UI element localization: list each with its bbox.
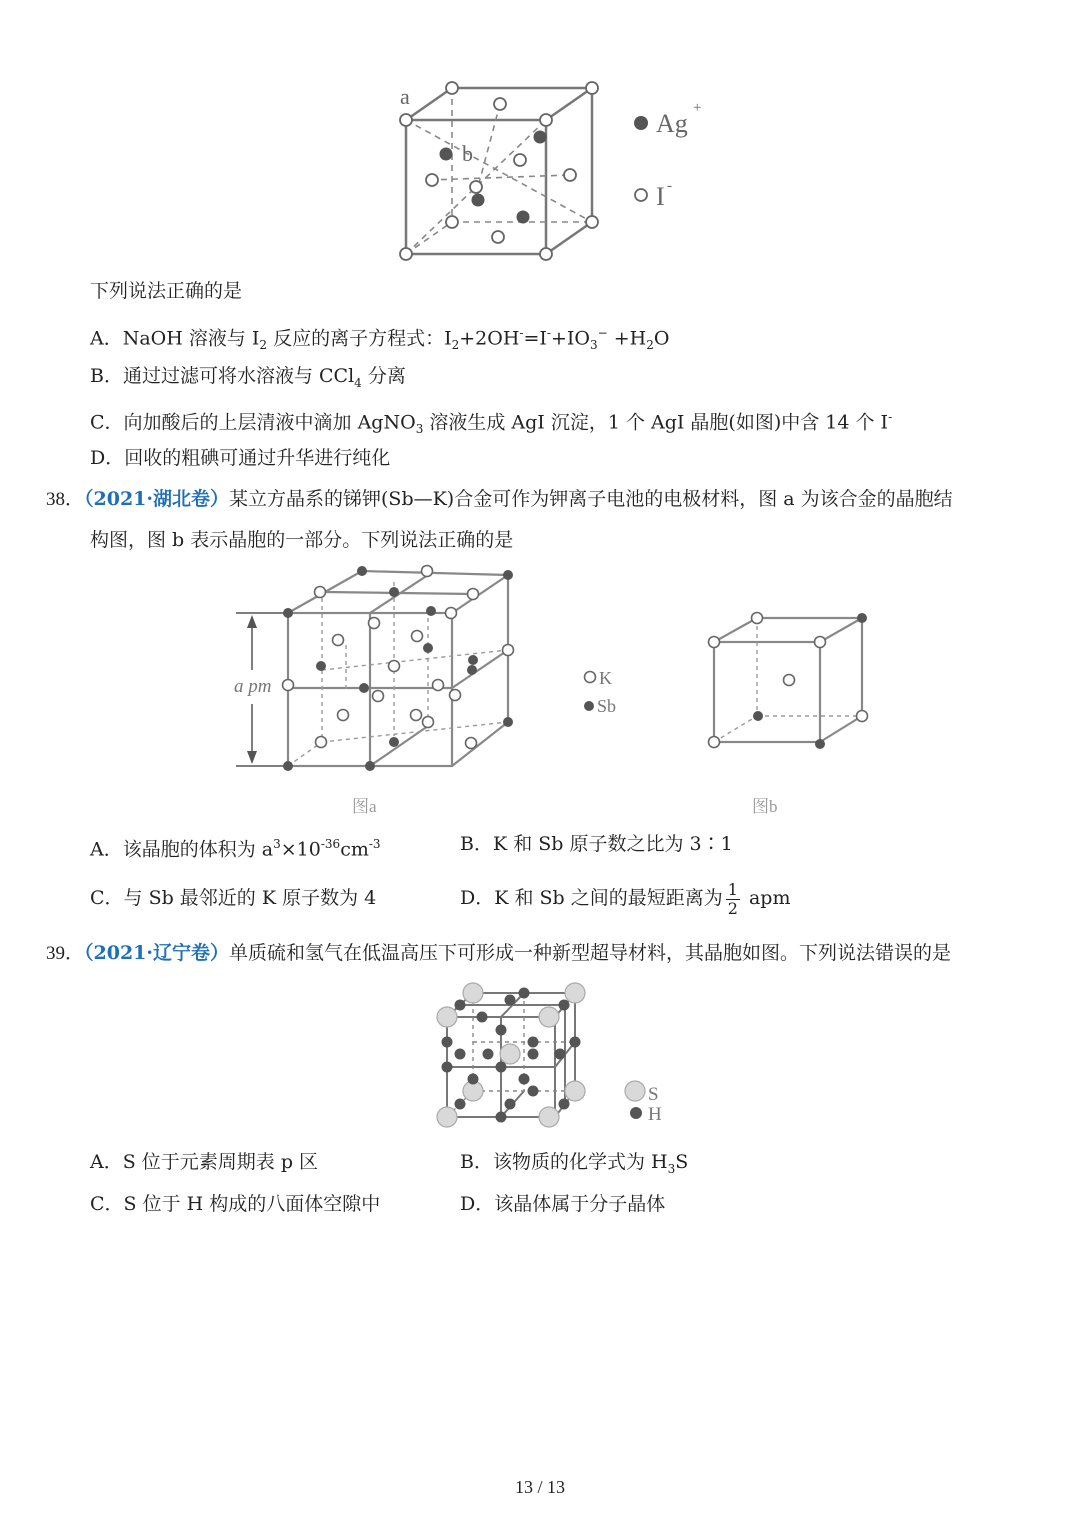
q39-option-d: D．该晶体属于分子晶体 <box>460 1193 666 1215</box>
inner-label-b: b <box>462 141 473 166</box>
caption-fig-a: 图a <box>352 797 377 816</box>
page-number: 13 / 13 <box>514 1477 565 1497</box>
legend-k: K <box>599 668 612 688</box>
fig-a-dimension-label: a pm <box>234 676 272 697</box>
q38-option-c: C．与 Sb 最邻近的 K 原子数为 4 <box>90 887 377 909</box>
q38-stem-line1: 38．（2021·湖北卷）某立方晶系的锑钾(Sb—K)合金可作为钾离子电池的电极材料，图 a 为该合金的晶胞结 <box>46 488 953 510</box>
q39-option-b: B．该物质的化学式为 $H_3S$ <box>460 1151 689 1176</box>
svg-text:-: - <box>667 178 672 194</box>
caption-fig-b: 图b <box>752 797 778 816</box>
sb-k-unit-cell-figure-b <box>700 605 880 755</box>
legend-sb: Sb <box>597 696 617 716</box>
legend-i: I <box>656 182 665 211</box>
q39-source: （2021·辽宁卷） <box>84 942 230 964</box>
q37-option-b: B．通过过滤可将水溶液与 CCl$_4$ 分离 <box>90 365 406 390</box>
agi-unit-cell-figure <box>380 70 740 270</box>
svg-text:+: + <box>693 100 702 116</box>
q38-stem-line2: 构图，图 b 表示晶胞的一部分。下列说法正确的是 <box>90 529 514 551</box>
fraction-one-half: $\frac{1}{2}$ <box>727 879 738 918</box>
legend-ag: Ag <box>656 109 688 138</box>
q39-option-c: C．S 位于 H 构成的八面体空隙中 <box>90 1193 381 1215</box>
q37-option-c: C．向加酸后的上层清液中滴加 AgNO$_3$ 溶液生成 AgI 沉淀，1 个 AgI 晶胞(如图)中含 14 个 I- <box>90 410 893 437</box>
h3s-unit-cell-figure <box>430 980 680 1130</box>
q38-option-a: A．该晶胞的体积为 $a^3\times 10^{-36}cm^{-3}$ <box>90 837 381 861</box>
q37-option-d: D．回收的粗碘可通过升华进行纯化 <box>90 447 391 469</box>
q38-legend <box>578 664 638 720</box>
q39-option-a: A．S 位于元素周期表 p 区 <box>90 1151 319 1173</box>
q38-option-b: B．K 和 Sb 原子数之比为 3∶1 <box>460 833 733 855</box>
q38-source: （2021·湖北卷） <box>84 488 230 510</box>
corner-label-a: a <box>400 84 410 109</box>
q37-prompt: 下列说法正确的是 <box>90 280 243 302</box>
legend-h: H <box>648 1104 662 1125</box>
sb-k-unit-cell-figure-a <box>228 560 528 780</box>
q37-option-a: A．NaOH 溶液与 $I_2$ 反应的离子方程式：$I_2+2OH^-=I^-+IO_3^- +H_2O$ <box>90 326 670 353</box>
legend-s: S <box>648 1084 659 1105</box>
q38-option-d: D．K 和 Sb 之间的最短距离为 $\frac{1}{2}$ apm <box>460 879 791 918</box>
q39-stem: 39．（2021·辽宁卷）单质硫和氢气在低温高压下可形成一种新型超导材料，其晶胞如图。下列说法错误的是 <box>46 942 952 964</box>
